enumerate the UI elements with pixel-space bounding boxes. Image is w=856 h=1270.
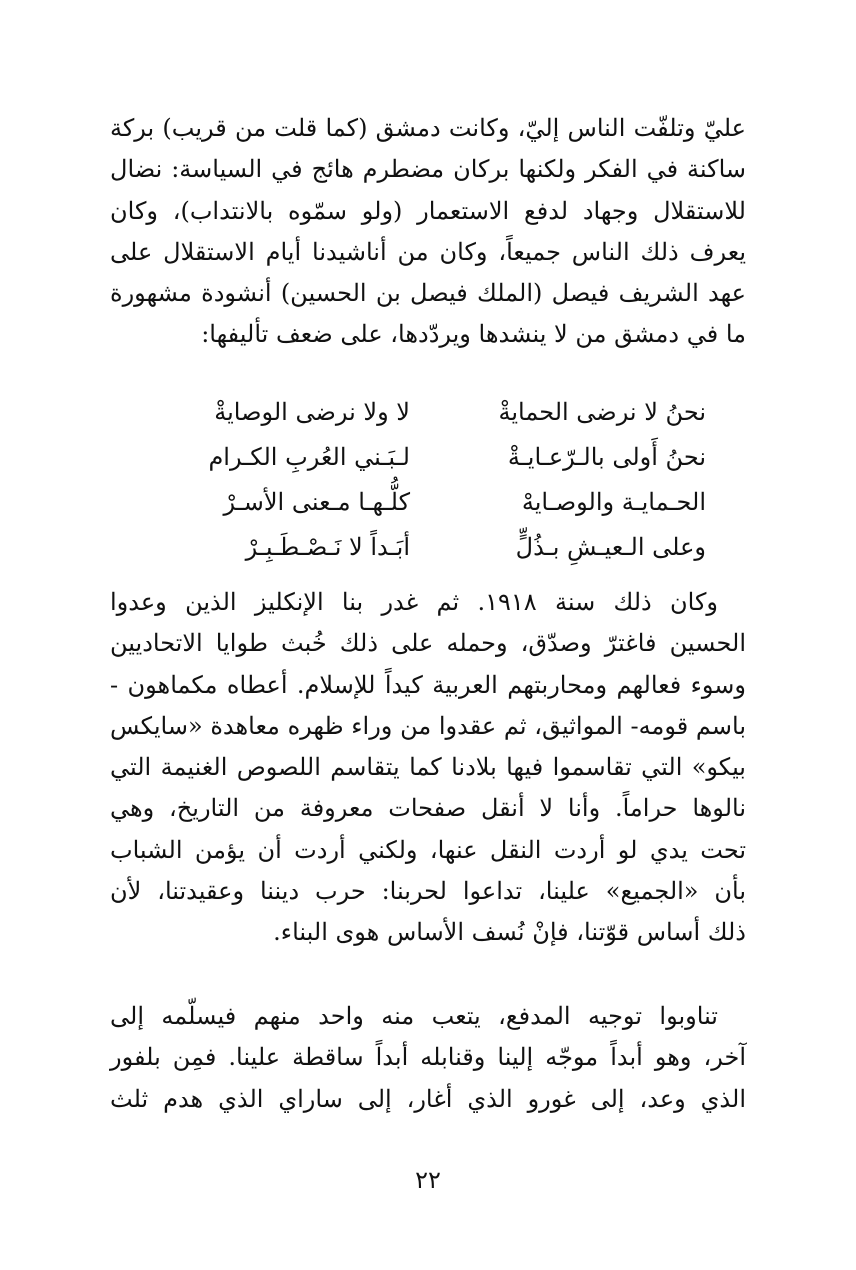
paragraph-2-line: بأن «الجميع» علينا، تداعوا لحربنا: حرب ديننا وعقيدتنا، لأن: [110, 877, 746, 906]
poem-second-hemistich: أبَـداً لا نَـصْـطَـبِـرْ: [245, 533, 410, 561]
paragraph-1-line: للاستقلال وجهاد لدفع الاستعمار (ولو سمّوه بالانتداب)، وكان: [110, 196, 746, 225]
paragraph-2-line: وسوء فعالهم ومحاربتهم العربية كيداً للإسلام. أعطاه مكماهون -: [110, 670, 746, 699]
paragraph-1: [110, 108, 746, 356]
poem-verse: [150, 435, 706, 480]
poem-second-hemistich: لا ولا نرضى الوصايةْ: [214, 398, 410, 426]
poem-second-hemistich: لـبَـني العُربِ الكـرام: [208, 443, 410, 471]
paragraph-2: [110, 582, 746, 954]
paragraph-3-line: الذي وعد، إلى غورو الذي أغار، إلى ساراي الذي هدم ثلث: [110, 1084, 746, 1113]
paragraph-2-line: الحسين فاغترّ وصدّق، وحمله على ذلك خُبث طوايا الاتحاديين: [110, 629, 746, 658]
poem: [150, 390, 706, 570]
paragraph-1-line: ساكنة في الفكر ولكنها بركان مضطرم هائج في السياسة: نضال: [110, 155, 746, 184]
paragraph-2-line: ذلك أساس قوّتنا، فإنْ نُسف الأساس هوى البناء.: [273, 918, 746, 947]
paragraph-2-line: باسم قومه- المواثيق، ثم عقدوا من وراء ظهره معاهدة «سايكس: [110, 711, 746, 740]
paragraph-1-line: عليّ وتلفّت الناس إليّ، وكانت دمشق (كما قلت من قريب) بركة: [110, 114, 746, 142]
paragraph-1-line: ما في دمشق من لا ينشدها ويردّدها، على ضعف تأليفها:: [201, 320, 746, 349]
paragraph-2-line: بيكو» التي تقاسموا فيها بلادنا كما يتقاسم اللصوص الغنيمة التي: [110, 753, 746, 782]
paragraph-1-line: عهد الشريف فيصل (الملك فيصل بن الحسين) أنشودة مشهورة: [110, 279, 746, 308]
poem-verse: [150, 480, 706, 525]
paragraph-1-line: يعرف ذلك الناس جميعاً، وكان من أناشيدنا أيام الاستقلال على: [110, 237, 746, 266]
poem-first-hemistich: وعلى الـعيـشِ بـذُلٍّ: [515, 533, 706, 561]
paragraph-2-line: وكان ذلك سنة ١٩١٨. ثم غدر بنا الإنكليز الذين وعدوا: [110, 588, 718, 616]
paragraph-3: [110, 996, 746, 1120]
page-number: ٢٢: [415, 1166, 441, 1194]
poem-verse: [150, 390, 706, 435]
paragraph-2-line: نالوها حراماً. وأنا لا أنقل صفحات معروفة من التاريخ، وهي: [110, 794, 746, 823]
poem-verse: [150, 525, 706, 570]
paragraph-3-line: آخر، وهو أبداً موجّه إلينا وقنابله أبداً ساقطة علينا. فمِن بلفور: [110, 1043, 746, 1072]
poem-first-hemistich: الحـمايـة والوصـايهْ: [521, 488, 706, 516]
poem-first-hemistich: نحنُ أَولى بالـرّعـايـةْ: [507, 443, 706, 471]
poem-first-hemistich: نحنُ لا نرضى الحمايةْ: [498, 398, 706, 426]
paragraph-3-line: تناوبوا توجيه المدفع، يتعب منه واحد منهم فيسلّمه إلى: [110, 1002, 718, 1030]
poem-second-hemistich: كلُّـهـا مـعنى الأسـرْ: [223, 488, 410, 516]
paragraph-2-line: تحت يدي لو أردت النقل عنها، ولكني أردت أن يؤمن الشباب: [110, 835, 746, 864]
